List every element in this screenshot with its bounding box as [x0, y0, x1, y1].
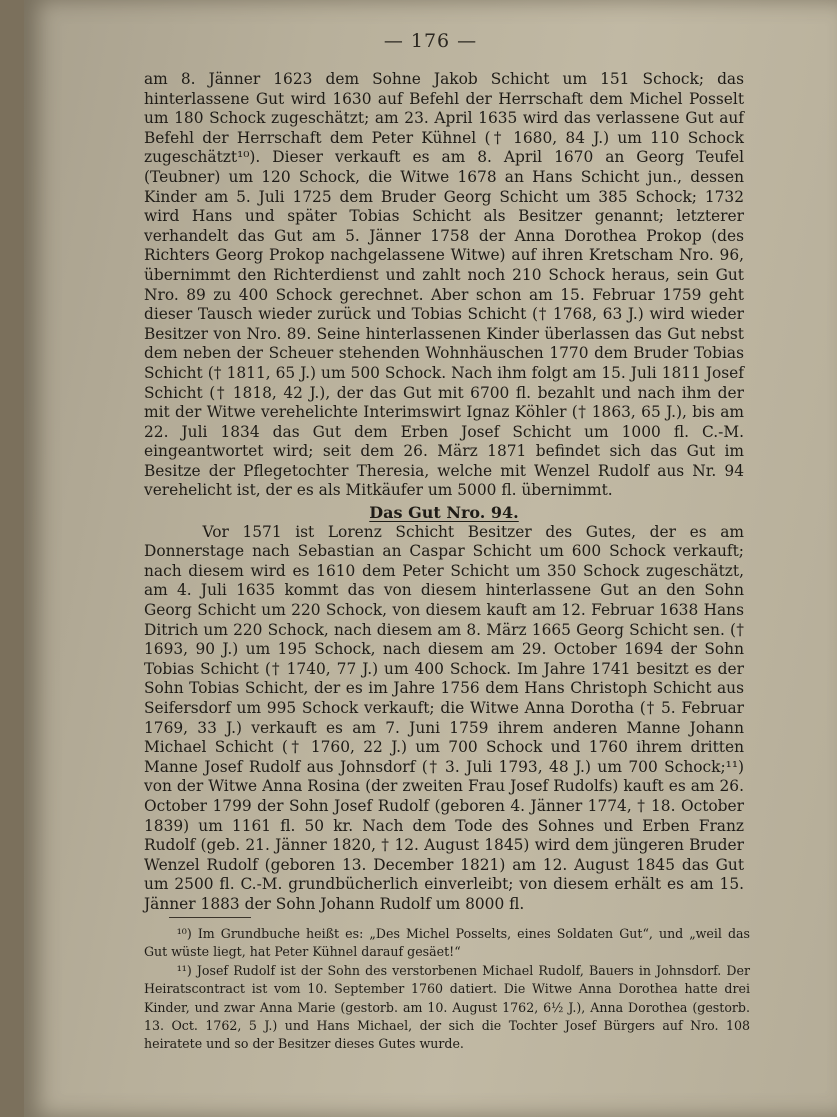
- main-text: [144, 70, 744, 915]
- footnotes: [144, 925, 750, 1054]
- book-page: [24, 0, 837, 1117]
- footnote-10: ¹⁰) Im Grundbuche heißt es: „Des Michel Posselts, eines Soldaten Gut“, und „weil das Gut wüste liegt, hat Peter Kühnel darauf gesäet!“: [144, 926, 750, 960]
- page-number-header: — 176 —: [383, 30, 478, 52]
- paragraph-gut-94: Vor 1571 ist Lorenz Schicht Besitzer des Gutes, der es am Donnerstage nach Sebastian an Caspar Schicht um 600 Schock verkauft; nach diesem wird es 1610 dem Peter Schicht um 350 Schock zugeschätzt, am 4. Juli 1635 kommt das von diesem hinterlassene Gut an den Sohn Georg Schicht um 220 Schock, von diesem kauft am 12. Februar 1638 Hans Ditrich um 220 Schock, nach diesem am 8. März 1665 Georg Schicht sen. († 1693, 90 J.) um 195 Schock, nach diesem am 29. October 1694 der Sohn Tobias Schicht († 1740, 77 J.) um 400 Schock. Im Jahre 1741 besitzt es der Sohn Tobias Schicht, der es im Jahre 1756 dem Hans Christoph Schicht aus Seifersdorf um 995 Schock verkauft; die Witwe Anna Dorotha († 5. Februar 1769, 33 J.) verkauft es am 7. Juni 1759 ihrem anderen Manne Johann Michael Schicht († 1760, 22 J.) um 700 Schock und 1760 ihrem dritten Manne Josef Rudolf aus Johnsdorf († 3. Juli 1793, 48 J.) um 700 Schock;¹¹) von der Witwe Anna Rosina (der zweiten Frau Josef Rudolfs) kauft es am 26. October 1799 der Sohn Josef Rudolf (geboren 4. Jänner 1774, † 18. October 1839) um 1161 fl. 50 kr. Nach dem Tode des Sohnes und Erben Franz Rudolf (geb. 21. Jänner 1820, † 12. August 1845) wird dem jüngeren Bruder Wenzel Rudolf (geboren 13. December 1821) am 12. August 1845 das Gut um 2500 fl. C.-M. grundbücherlich einverleibt; von diesem erhält es am 15. Jänner 1883 der Sohn Johann Rudolf um 8000 fl.: [144, 522, 744, 913]
- footnote-11: ¹¹) Josef Rudolf ist der Sohn des verstorbenen Michael Rudolf, Bauers in Johnsdorf. Der Heiratscontract ist vom 10. September 1760 datiert. Die Witwe Anna Dorothea hatte drei Kinder, und zwar Anna Marie (gestorb. am 10. August 1762, 6½ J.), Anna Dorothea (gestorb. 13. Oct. 1762, 5 J.) und Hans Michael, der sich die Tochter Josef Bürgers auf Nro. 108 heiratete und so der Besitzer dieses Gutes wurde.: [144, 962, 750, 1052]
- footnote-divider: [169, 917, 251, 918]
- paragraph-continuation: am 8. Jänner 1623 dem Sohne Jakob Schicht um 151 Schock; das hinterlassene Gut wird 1630 auf Befehl der Herrschaft dem Michel Posselt um 180 Schock zugeschätzt; am 23. April 1635 wird das verlassene Gut auf Befehl der Herrschaft dem Peter Kühnel († 1680, 84 J.) um 110 Schock zugeschätzt¹⁰). Dieser verkauft es am 8. April 1670 an Georg Teufel (Teubner) um 120 Schock, die Witwe 1678 an Hans Schicht jun., dessen Kinder am 5. Juli 1725 dem Bruder Georg Schicht um 385 Schock; 1732 wird Hans und später Tobias Schicht als Besitzer genannt; letzterer verhandelt das Gut am 5. Jänner 1758 der Anna Dorothea Prokop (des Richters Georg Prokop nachgelassene Witwe) auf ihren Kretscham Nro. 96, übernimmt den Richterdienst und zahlt noch 210 Schock heraus, sein Gut Nro. 89 zu 400 Schock gerechnet. Aber schon am 15. Februar 1759 geht dieser Tausch wieder zurück und Tobias Schicht († 1768, 63 J.) wird wieder Besitzer von Nro. 89. Seine hinterlassenen Kinder überlassen das Gut nebst dem neben der Scheuer stehenden Wohnhäuschen 1770 dem Bruder Tobias Schicht († 1811, 65 J.) um 500 Schock. Nach ihm folgt am 15. Juli 1811 Josef Schicht († 1818, 42 J.), der das Gut mit 6700 fl. bezahlt und nach ihm der mit der Witwe verehelichte Interimswirt Ignaz Köhler († 1863, 65 J.), bis am 22. Juli 1834 das Gut dem Erben Josef Schicht um 1000 fl. C.-M. eingeantwortet wird; seit dem 26. März 1871 befindet sich das Gut im Besitze der Pflegetochter Theresia, welche mit Wenzel Rudolf aus Nr. 94 verehelicht ist, der es als Mitkäufer um 5000 fl. übernimmt.: [144, 70, 744, 500]
- section-heading: Das Gut Nro. 94.: [369, 503, 519, 523]
